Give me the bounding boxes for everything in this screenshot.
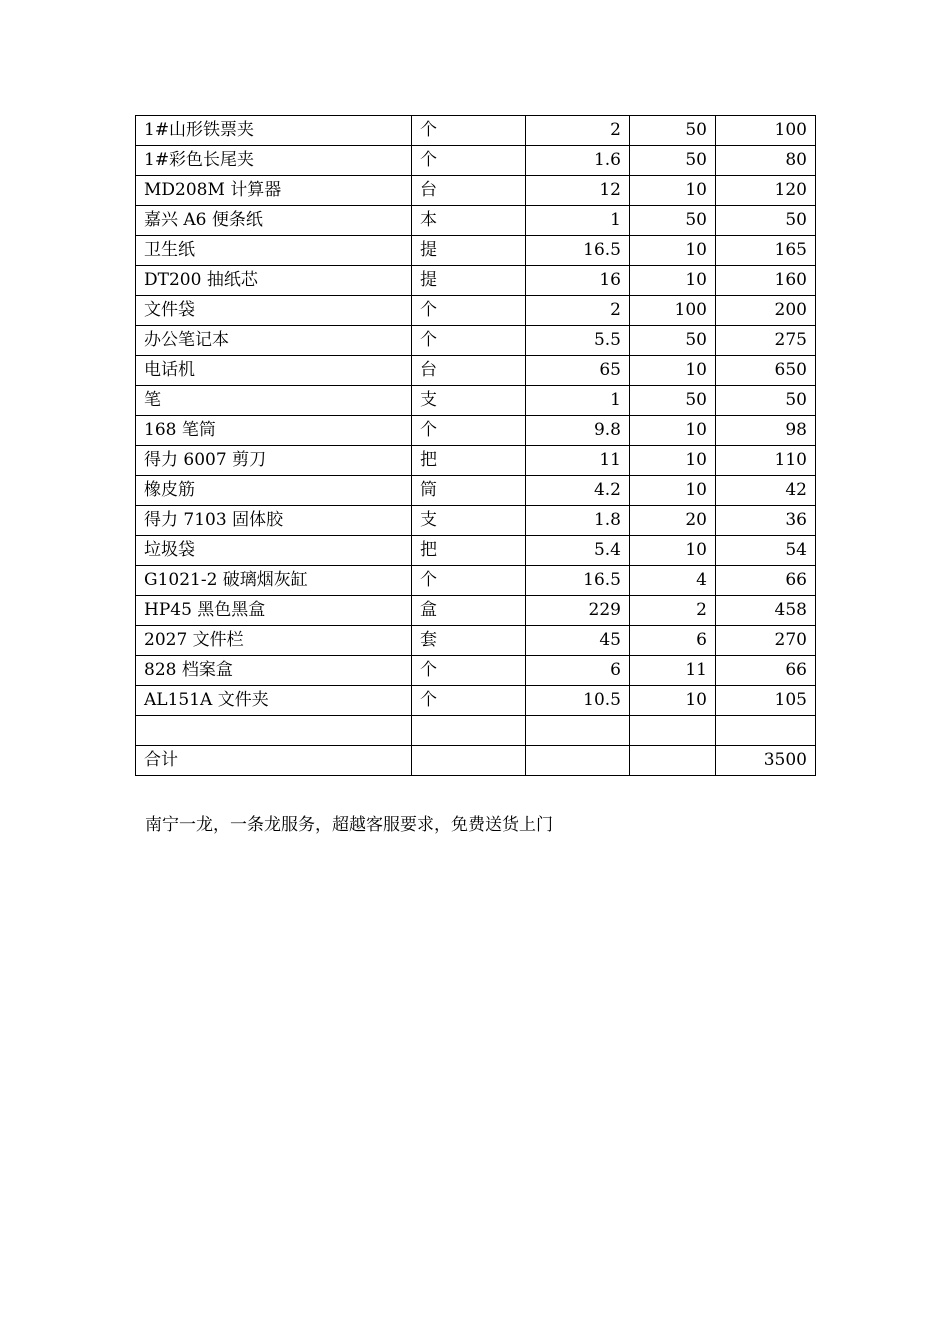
item-unit-cell: 个 xyxy=(412,116,526,146)
item-price-cell: 65 xyxy=(526,356,630,386)
item-qty-cell: 20 xyxy=(630,506,716,536)
item-unit-cell: 把 xyxy=(412,446,526,476)
item-unit-cell xyxy=(412,746,526,776)
table-row xyxy=(136,116,816,146)
item-total-cell: 3500 xyxy=(716,746,816,776)
item-total-cell: 650 xyxy=(716,356,816,386)
item-name-cell: HP45 黑色黑盒 xyxy=(136,596,412,626)
item-name-cell: AL151A 文件夹 xyxy=(136,686,412,716)
item-price-cell: 2 xyxy=(526,296,630,326)
table-row xyxy=(136,266,816,296)
item-price-cell: 12 xyxy=(526,176,630,206)
table-row xyxy=(136,656,816,686)
item-name-cell: 办公笔记本 xyxy=(136,326,412,356)
item-total-cell: 54 xyxy=(716,536,816,566)
item-qty-cell: 10 xyxy=(630,416,716,446)
table-row xyxy=(136,536,816,566)
table-row xyxy=(136,356,816,386)
item-total-cell: 458 xyxy=(716,596,816,626)
item-qty-cell: 100 xyxy=(630,296,716,326)
item-price-cell: 6 xyxy=(526,656,630,686)
item-price-cell: 1 xyxy=(526,206,630,236)
item-name-cell: 2027 文件栏 xyxy=(136,626,412,656)
item-qty-cell: 10 xyxy=(630,686,716,716)
item-total-cell: 98 xyxy=(716,416,816,446)
item-price-cell: 1.6 xyxy=(526,146,630,176)
item-qty-cell: 50 xyxy=(630,146,716,176)
item-price-cell: 2 xyxy=(526,116,630,146)
item-price-cell: 45 xyxy=(526,626,630,656)
items-table xyxy=(135,115,816,776)
item-qty-cell xyxy=(630,716,716,746)
item-total-cell: 80 xyxy=(716,146,816,176)
table-row xyxy=(136,686,816,716)
item-qty-cell: 6 xyxy=(630,626,716,656)
item-unit-cell: 个 xyxy=(412,416,526,446)
item-total-cell xyxy=(716,716,816,746)
item-price-cell: 1 xyxy=(526,386,630,416)
item-qty-cell: 50 xyxy=(630,206,716,236)
table-row xyxy=(136,326,816,356)
item-total-cell: 165 xyxy=(716,236,816,266)
item-unit-cell: 个 xyxy=(412,656,526,686)
table-row xyxy=(136,446,816,476)
item-total-cell: 100 xyxy=(716,116,816,146)
item-total-cell: 105 xyxy=(716,686,816,716)
item-price-cell: 4.2 xyxy=(526,476,630,506)
item-name-cell: 得力 7103 固体胶 xyxy=(136,506,412,536)
table-row xyxy=(136,386,816,416)
item-name-cell: 笔 xyxy=(136,386,412,416)
item-name-cell: 1#山形铁票夹 xyxy=(136,116,412,146)
item-name-cell: MD208M 计算器 xyxy=(136,176,412,206)
table-row xyxy=(136,716,816,746)
table-row xyxy=(136,146,816,176)
item-name-cell: 文件袋 xyxy=(136,296,412,326)
item-unit-cell: 个 xyxy=(412,326,526,356)
item-total-cell: 120 xyxy=(716,176,816,206)
table-row xyxy=(136,626,816,656)
item-qty-cell: 4 xyxy=(630,566,716,596)
item-name-cell: 卫生纸 xyxy=(136,236,412,266)
item-unit-cell: 套 xyxy=(412,626,526,656)
item-price-cell: 5.5 xyxy=(526,326,630,356)
item-price-cell: 16.5 xyxy=(526,236,630,266)
item-total-cell: 110 xyxy=(716,446,816,476)
item-price-cell: 9.8 xyxy=(526,416,630,446)
item-unit-cell: 支 xyxy=(412,386,526,416)
item-total-cell: 36 xyxy=(716,506,816,536)
table-row xyxy=(136,506,816,536)
item-price-cell: 5.4 xyxy=(526,536,630,566)
item-total-cell: 270 xyxy=(716,626,816,656)
item-price-cell: 11 xyxy=(526,446,630,476)
item-qty-cell xyxy=(630,746,716,776)
item-name-cell xyxy=(136,716,412,746)
item-unit-cell: 个 xyxy=(412,566,526,596)
item-qty-cell: 10 xyxy=(630,446,716,476)
table-row xyxy=(136,746,816,776)
item-price-cell: 229 xyxy=(526,596,630,626)
table-row xyxy=(136,236,816,266)
item-qty-cell: 11 xyxy=(630,656,716,686)
item-unit-cell: 个 xyxy=(412,686,526,716)
item-qty-cell: 10 xyxy=(630,356,716,386)
table-row xyxy=(136,566,816,596)
item-total-cell: 200 xyxy=(716,296,816,326)
item-qty-cell: 10 xyxy=(630,476,716,506)
item-name-cell: 1#彩色长尾夹 xyxy=(136,146,412,176)
footer-note: 南宁一龙，一条龙服务，超越客服要求，免费送货上门 xyxy=(145,815,553,835)
table-row xyxy=(136,176,816,206)
item-total-cell: 42 xyxy=(716,476,816,506)
item-unit-cell: 提 xyxy=(412,236,526,266)
item-price-cell: 16 xyxy=(526,266,630,296)
item-name-cell: 橡皮筋 xyxy=(136,476,412,506)
item-price-cell: 16.5 xyxy=(526,566,630,596)
item-unit-cell xyxy=(412,716,526,746)
table-row xyxy=(136,416,816,446)
item-name-cell: 垃圾袋 xyxy=(136,536,412,566)
item-qty-cell: 50 xyxy=(630,116,716,146)
item-name-cell: 合计 xyxy=(136,746,412,776)
table-row xyxy=(136,206,816,236)
item-name-cell: DT200 抽纸芯 xyxy=(136,266,412,296)
item-name-cell: 得力 6007 剪刀 xyxy=(136,446,412,476)
item-price-cell xyxy=(526,716,630,746)
items-table-body xyxy=(136,116,816,776)
table-row xyxy=(136,296,816,326)
item-unit-cell: 提 xyxy=(412,266,526,296)
item-qty-cell: 50 xyxy=(630,326,716,356)
item-unit-cell: 筒 xyxy=(412,476,526,506)
item-qty-cell: 10 xyxy=(630,536,716,566)
item-total-cell: 275 xyxy=(716,326,816,356)
item-total-cell: 50 xyxy=(716,206,816,236)
item-unit-cell: 盒 xyxy=(412,596,526,626)
item-price-cell xyxy=(526,746,630,776)
item-unit-cell: 个 xyxy=(412,146,526,176)
item-unit-cell: 本 xyxy=(412,206,526,236)
item-name-cell: 168 笔筒 xyxy=(136,416,412,446)
item-qty-cell: 10 xyxy=(630,266,716,296)
item-unit-cell: 把 xyxy=(412,536,526,566)
table-row xyxy=(136,596,816,626)
item-total-cell: 50 xyxy=(716,386,816,416)
item-unit-cell: 台 xyxy=(412,356,526,386)
item-price-cell: 1.8 xyxy=(526,506,630,536)
item-total-cell: 66 xyxy=(716,656,816,686)
table-row xyxy=(136,476,816,506)
item-unit-cell: 支 xyxy=(412,506,526,536)
item-qty-cell: 10 xyxy=(630,176,716,206)
item-unit-cell: 台 xyxy=(412,176,526,206)
item-qty-cell: 50 xyxy=(630,386,716,416)
item-name-cell: 电话机 xyxy=(136,356,412,386)
item-unit-cell: 个 xyxy=(412,296,526,326)
item-price-cell: 10.5 xyxy=(526,686,630,716)
item-qty-cell: 10 xyxy=(630,236,716,266)
item-total-cell: 160 xyxy=(716,266,816,296)
item-total-cell: 66 xyxy=(716,566,816,596)
item-name-cell: 828 档案盒 xyxy=(136,656,412,686)
item-name-cell: 嘉兴 A6 便条纸 xyxy=(136,206,412,236)
item-qty-cell: 2 xyxy=(630,596,716,626)
item-name-cell: G1021-2 破璃烟灰缸 xyxy=(136,566,412,596)
